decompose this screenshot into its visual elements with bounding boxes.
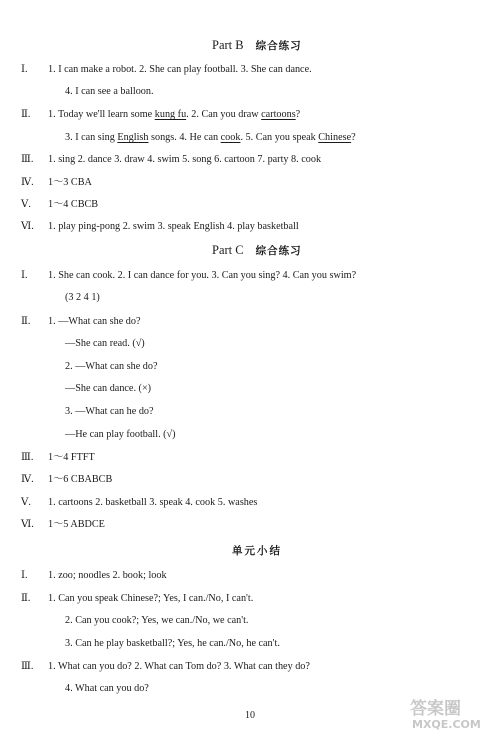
- summary-s1-text: 1. zoo; noodles 2. book; look: [48, 570, 167, 581]
- part-c-s2-line5: 3. —What can he do?: [65, 406, 154, 417]
- part-b-s1-num: Ⅰ.: [21, 64, 28, 75]
- part-c-title-cn: 综合练习: [255, 245, 302, 257]
- part-c-s2-num: Ⅱ.: [21, 316, 31, 327]
- part-c-s4-text: 1～6 CBABCB: [48, 474, 113, 485]
- part-b-s2-num: Ⅱ.: [21, 109, 31, 120]
- summary-s2-num: Ⅱ.: [21, 593, 31, 604]
- summary-s3-line1: 1. What can you do? 2. What can Tom do? 3. What can they do?: [48, 661, 310, 672]
- part-b-s4-text: 1～3 CBA: [48, 177, 92, 188]
- part-b-s6-text: 1. play ping-pong 2. swim 3. speak English 4. play basketball: [48, 221, 299, 232]
- part-c-title: Part C: [212, 243, 244, 257]
- summary-heading: 单元小结: [232, 545, 282, 557]
- summary-s2-line1: 1. Can you speak Chinese?; Yes, I can./No, I can't.: [48, 593, 254, 604]
- part-b-s2-line2: 3. I can sing English songs. 4. He can cook. 5. Can you speak Chinese?: [65, 132, 356, 143]
- summary-s3-num: Ⅲ.: [21, 661, 34, 672]
- part-b-s1-line2: 4. I can see a balloon.: [65, 86, 154, 97]
- part-c-s2-line6: —He can play football. (√): [65, 429, 176, 440]
- summary-s1-num: Ⅰ.: [21, 570, 28, 581]
- part-c-s6-num: Ⅵ.: [21, 519, 34, 530]
- part-b-s3-num: Ⅲ.: [21, 154, 34, 165]
- part-c-s2-line4: —She can dance. (×): [65, 383, 152, 394]
- part-c-s3-num: Ⅲ.: [21, 452, 34, 463]
- part-b-s1-line1: 1. I can make a robot. 2. She can play football. 3. She can dance.: [48, 64, 312, 75]
- part-c-heading: [212, 242, 302, 259]
- part-c-s1-line2: (3 2 4 1): [65, 292, 100, 303]
- svg-text:答案圈: 答案圈: [410, 699, 461, 719]
- summary-s2-line3: 3. Can he play basketball?; Yes, he can./No, he can't.: [65, 638, 280, 649]
- part-c-s1-line1: 1. She can cook. 2. I can dance for you. 3. Can you sing? 4. Can you swim?: [48, 270, 357, 281]
- summary-s3-line2: 4. What can you do?: [65, 683, 149, 694]
- part-b-s5-text: 1～4 CBCB: [48, 199, 99, 210]
- part-c-s6-text: 1～5 ABDCE: [48, 519, 105, 530]
- page-number: 10: [245, 710, 255, 721]
- part-b-s2-line1: 1. Today we'll learn some kung fu. 2. Can you draw cartoons?: [48, 109, 301, 120]
- part-c-s4-num: Ⅳ.: [21, 474, 34, 485]
- watermark-logo: [406, 694, 494, 732]
- part-c-s1-num: Ⅰ.: [21, 270, 28, 281]
- part-b-s3-text: 1. sing 2. dance 3. draw 4. swim 5. song 6. cartoon 7. party 8. cook: [48, 154, 322, 165]
- part-c-s3-text: 1～4 FTFT: [48, 452, 95, 463]
- svg-text:MXQE.COM: MXQE.COM: [412, 718, 481, 731]
- part-b-title-cn: 综合练习: [255, 40, 302, 52]
- part-c-s5-num: Ⅴ.: [21, 497, 31, 508]
- summary-s2-line2: 2. Can you cook?; Yes, we can./No, we can't.: [65, 615, 249, 626]
- part-b-s5-num: Ⅴ.: [21, 199, 31, 210]
- part-c-s2-line1: 1. —What can she do?: [48, 316, 141, 327]
- part-b-s6-num: Ⅵ.: [21, 221, 34, 232]
- part-c-s2-line3: 2. —What can she do?: [65, 361, 158, 372]
- part-b-s4-num: Ⅳ.: [21, 177, 34, 188]
- part-c-s2-line2: —She can read. (√): [65, 338, 145, 349]
- part-c-s5-text: 1. cartoons 2. basketball 3. speak 4. cook 5. washes: [48, 497, 258, 508]
- part-b-title: Part B: [212, 38, 244, 52]
- part-b-heading: [212, 37, 302, 54]
